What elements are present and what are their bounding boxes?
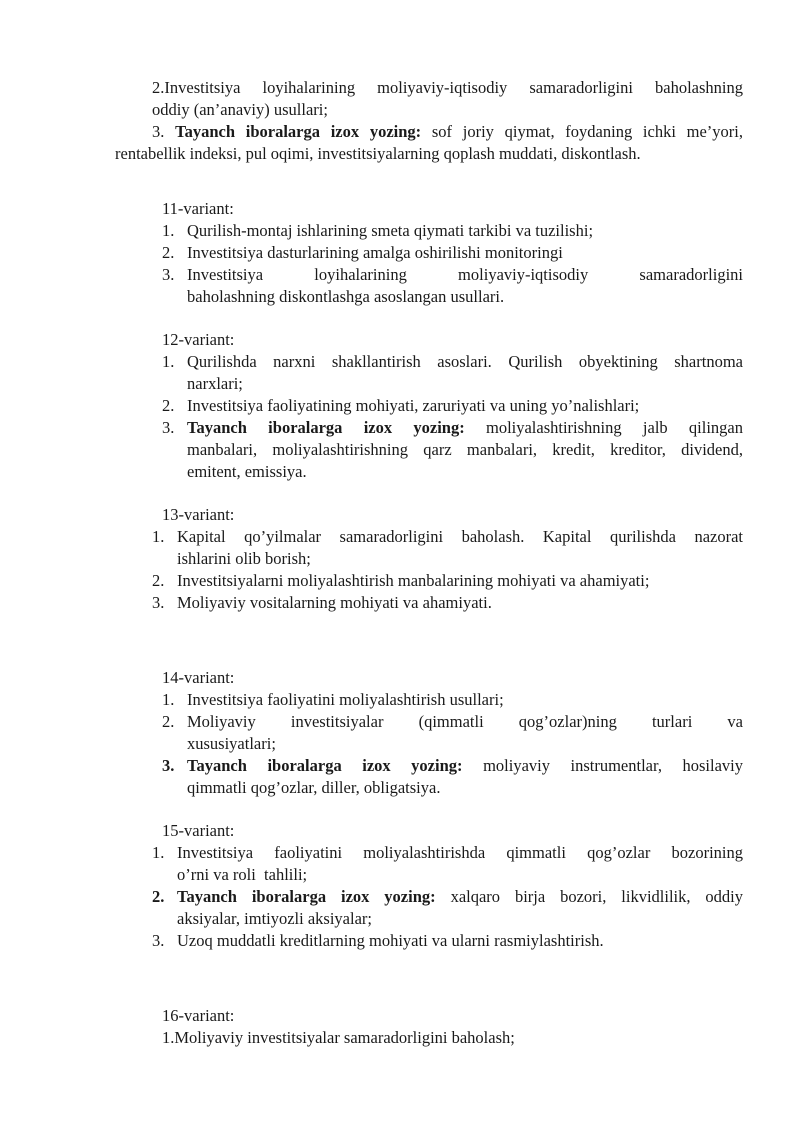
variant-11-item-1-number: 1. (162, 221, 175, 240)
intro-item-3-terms: sof joriy qiymat, foydaning ichki me’yori, (431, 122, 743, 141)
variant-11-item-3-line-1: Investitsiya loyihalarining moliyaviy-iqtisodiy samaradorligini (187, 265, 743, 284)
variant-15-item-1-line-2: o’rni va roli tahlili; (177, 865, 308, 884)
variant-12-item-2-number: 2. (162, 396, 175, 415)
variant-15-item-3: Uzoq muddatli kreditlarning mohiyati va ularni rasmiylashtirish. (177, 931, 604, 950)
variant-13-item-1-number: 1. (152, 527, 165, 546)
variant-11-item-1: Qurilish-montaj ishlarining smeta qiymati tarkibi va tuzilishi; (187, 221, 594, 240)
variant-15-item-2-line-1 (177, 886, 743, 908)
variant-14-item-2-line-1: Moliyaviy investitsiyalar (qimmatli qog’ozlar)ning turlari va (187, 712, 743, 731)
variant-11-item-2-number: 2. (162, 243, 175, 262)
variant-15-item-1-number: 1. (152, 843, 165, 862)
variant-14-item-2-line-2: xususiyatlari; (187, 734, 276, 753)
variant-14-item-2-number: 2. (162, 712, 175, 731)
variant-12-item-3-line-2: manbalari, moliyalashtirishning qarz manbalari, kredit, kreditor, dividend, (187, 440, 743, 459)
variant-14-item-3-number: 3. (162, 756, 175, 775)
variant-12-item-1-line-2: narxlari; (187, 374, 243, 393)
intro-item-2-line-1: 2.Investitsiya loyihalarining moliyaviy-iqtisodiy samaradorligini baholashning (152, 78, 743, 97)
intro-item-3-number: 3. (152, 122, 165, 141)
variant-12-item-1-line-1: Qurilishda narxni shakllantirish asoslari. Qurilish obyektining shartnoma (187, 352, 743, 371)
variant-13-item-1-line-2: ishlarini olib borish; (177, 549, 311, 568)
variant-14-item-1: Investitsiya faoliyatini moliyalashtirish usullari; (187, 690, 504, 709)
variant-13-item-3-number: 3. (152, 593, 165, 612)
variant-16-item-1: 1.Moliyaviy investitsiyalar samaradorligini baholash; (162, 1028, 515, 1047)
variant-14-heading: 14-variant: (162, 668, 235, 687)
variant-13-item-2-number: 2. (152, 571, 165, 590)
intro-item-3-line-1 (152, 121, 743, 143)
variant-15-heading: 15-variant: (162, 821, 235, 840)
variant-13-item-3: Moliyaviy vositalarning mohiyati va ahamiyati. (177, 593, 492, 612)
variant-12-item-1-number: 1. (162, 352, 175, 371)
intro-item-3-bold-label: Tayanch iboralarga izox yozing: (175, 122, 422, 141)
variant-15-item-1-line-1: Investitsiya faoliyatini moliyalashtirishda qimmatli qog’ozlar bozorining (177, 843, 743, 862)
intro-item-2-line-2: oddiy (an’anaviy) usullari; (152, 100, 328, 119)
variant-16-heading: 16-variant: (162, 1006, 235, 1025)
variant-12-item-3-terms: moliyalashtirishning jalb qilingan (485, 418, 743, 437)
variant-14-item-3-terms: moliyaviy instrumentlar, hosilaviy (483, 756, 743, 775)
variant-12-item-3-line-3: emitent, emissiya. (187, 462, 307, 481)
variant-15-item-2-terms: xalqaro birja bozori, likvidlilik, oddiy (450, 887, 743, 906)
variant-13-heading: 13-variant: (162, 505, 235, 524)
variant-14-item-3-line-1 (187, 755, 743, 777)
intro-item-3-line-2: rentabellik indeksi, pul oqimi, investitsiyalarning qoplash muddati, diskontlash. (115, 144, 641, 163)
variant-11-item-3-line-2: baholashning diskontlashga asoslangan usullari. (187, 287, 505, 306)
variant-12-item-3-line-1 (187, 417, 743, 439)
variant-15-item-2-bold-label: Tayanch iboralarga izox yozing: (177, 887, 436, 906)
variant-14-item-3-bold-label: Tayanch iboralarga izox yozing: (187, 756, 463, 775)
variant-15-item-2-number: 2. (152, 887, 165, 906)
variant-13-item-2: Investitsiyalarni moliyalashtirish manbalarining mohiyati va ahamiyati; (177, 571, 650, 590)
variant-14-item-1-number: 1. (162, 690, 175, 709)
variant-15-item-3-number: 3. (152, 931, 165, 950)
variant-15-item-2-line-2: aksiyalar, imtiyozli aksiyalar; (177, 909, 372, 928)
variant-12-item-3-bold-label: Tayanch iboralarga izox yozing: (187, 418, 465, 437)
variant-13-item-1-line-1: Kapital qo’yilmalar samaradorligini baholash. Kapital qurilishda nazorat (177, 527, 743, 546)
variant-11-heading: 11-variant: (162, 199, 234, 218)
variant-12-item-2: Investitsiya faoliyatining mohiyati, zaruriyati va uning yo’nalishlari; (187, 396, 640, 415)
variant-14-item-3-line-2: qimmatli qog’ozlar, diller, obligatsiya. (187, 778, 441, 797)
variant-12-heading: 12-variant: (162, 330, 235, 349)
variant-11-item-3-number: 3. (162, 265, 175, 284)
variant-11-item-2: Investitsiya dasturlarining amalga oshirilishi monitoringi (187, 243, 563, 262)
variant-12-item-3-number: 3. (162, 418, 175, 437)
